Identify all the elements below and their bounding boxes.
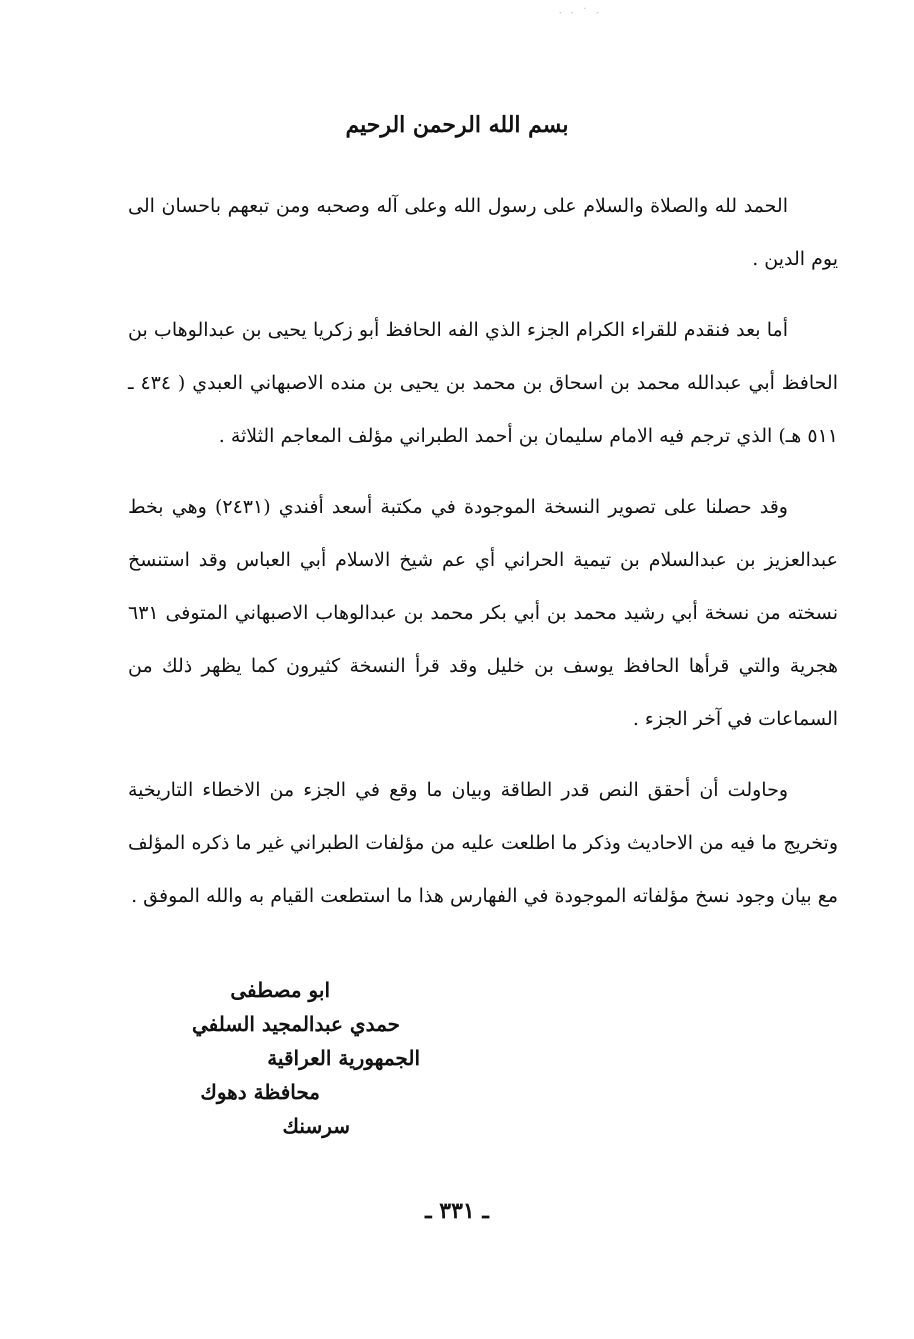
scan-smudge: · · ˙ · bbox=[558, 6, 602, 20]
paragraph-introduction: أما بعد فنقدم للقراء الكرام الجزء الذي الفه الحافظ أبو زكريا يحيى بن عبدالوهاب بن الحافظ أبي عبدالله محمد بن اسحاق بن محمد بن يحيى بن منده الاصبهاني العبدي ( ٤٣٤ ـ ٥١١ هـ) الذي ترجم فيه الامام سليمان بن أحمد الطبراني مؤلف المعاجم الثلاثة . bbox=[128, 319, 838, 447]
paragraph-manuscript: وقد حصلنا على تصوير النسخة الموجودة في مكتبة أسعد أفندي (٢٤٣١) وهي بخط عبدالعزيز بن عبدالسلام بن تيمية الحراني أي عم شيخ الاسلام أبي العباس وقد استنسخ نسخته من نسخة أبي رشيد محمد بن أبي بكر محمد بن عبدالوهاب الاصبهاني المتوفى ٦٣١ هجرية والتي قرأها الحافظ يوسف بن خليل وقد قرأ النسخة كثيرون كما يظهر ذلك من السماعات في آخر الجزء . bbox=[128, 496, 838, 730]
body-text bbox=[128, 180, 838, 923]
page-number: ـ ٣٣١ ـ bbox=[425, 1198, 489, 1224]
paragraph-praise: الحمد لله والصلاة والسلام على رسول الله وعلى آله وصحبه ومن تبعهم باحسان الى يوم الدين . bbox=[128, 195, 838, 270]
signature-kunya: ابو مصطفى bbox=[230, 978, 330, 1002]
signature-town: سرسنك bbox=[282, 1114, 350, 1138]
signature-name: حمدي عبدالمجيد السلفي bbox=[191, 1012, 400, 1036]
signature-country: الجمهورية العراقية bbox=[267, 1046, 420, 1070]
signature-block bbox=[130, 973, 440, 1143]
paragraph-editing: وحاولت أن أحقق النص قدر الطاقة وبيان ما وقع في الجزء من الاخطاء التاريخية وتخريج ما فيه من الاحاديث وذكر ما اطلعت عليه من مؤلفات الطبراني غير ما ذكره المؤلف مع بيان وجود نسخ مؤلفاته الموجودة في الفهارس هذا ما استطعت القيام به والله الموفق . bbox=[128, 779, 838, 907]
signature-province: محافظة دهوك bbox=[200, 1080, 320, 1104]
basmala-heading: بسم الله الرحمن الرحيم bbox=[345, 112, 569, 138]
